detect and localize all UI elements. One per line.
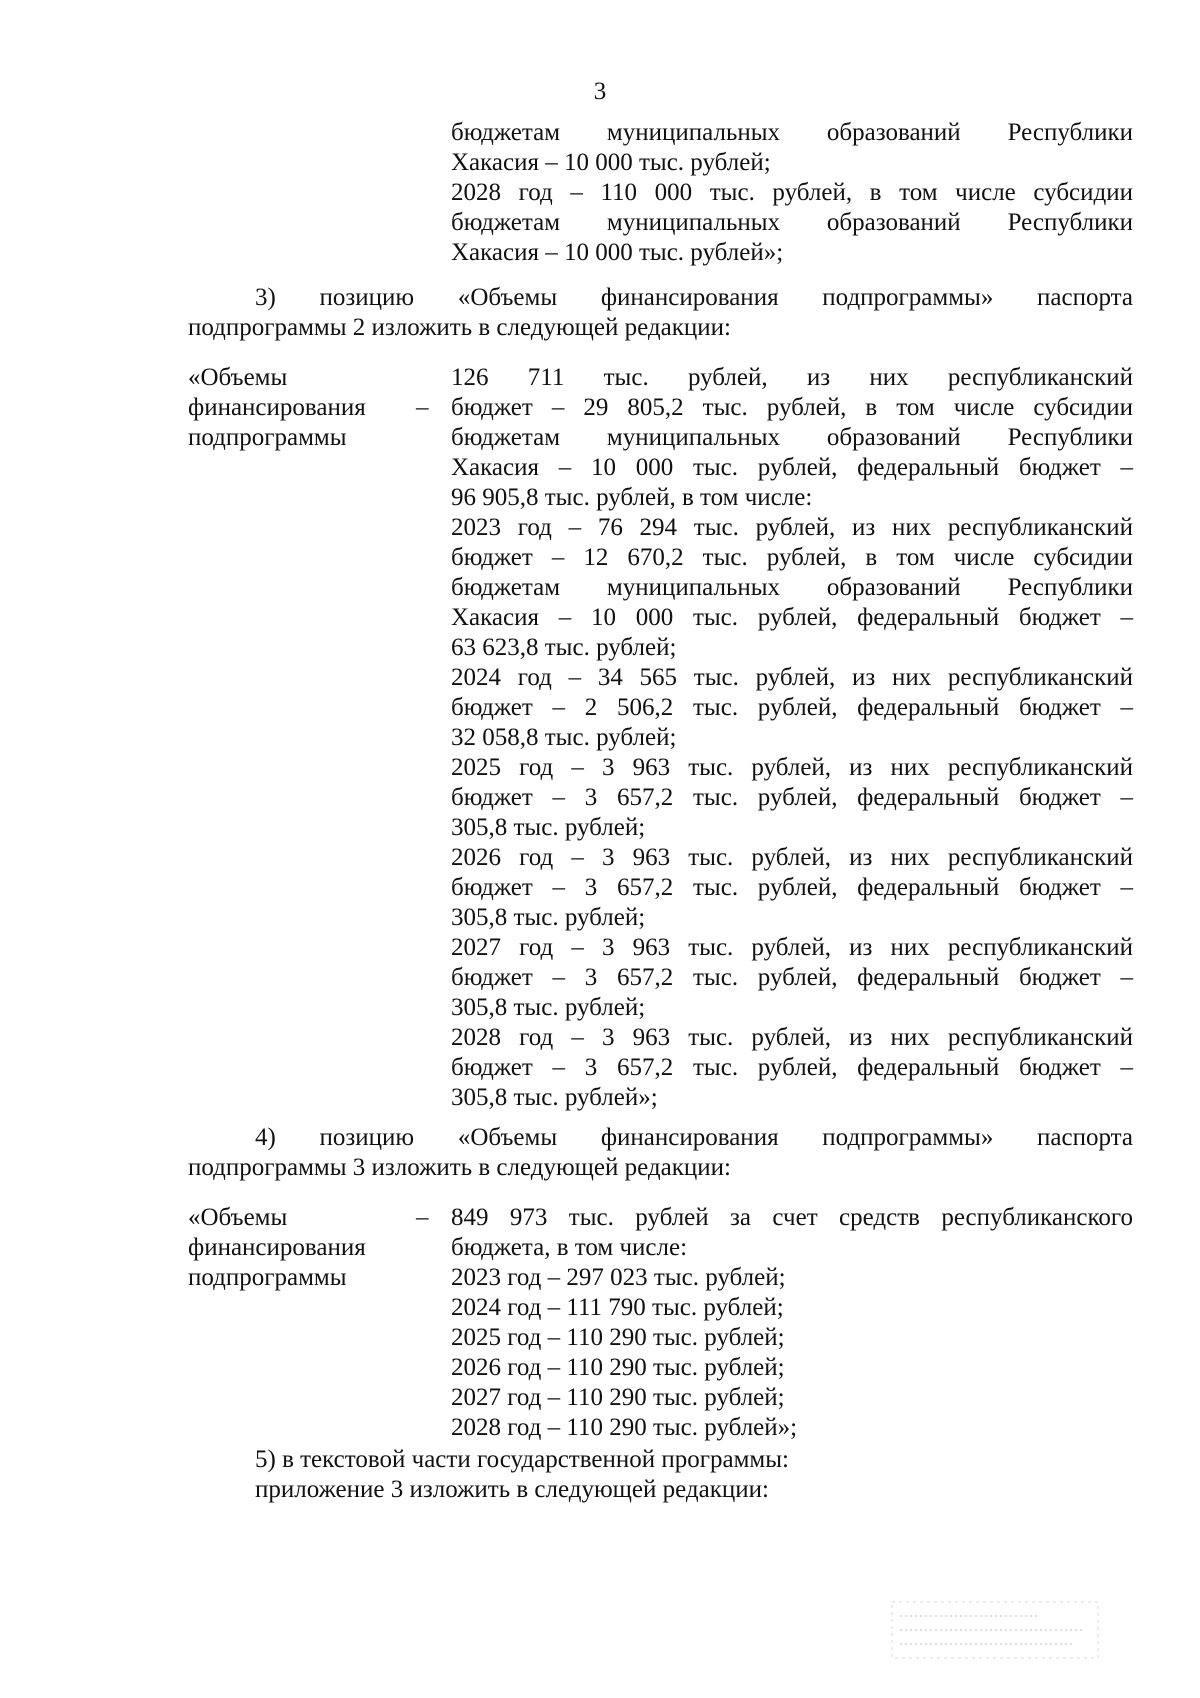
financing-line: 2028 год – 110 290 тыс. рублей»; [451, 1414, 798, 1441]
financing-line: 2028 год – 3 963 тыс. рублей, из них республиканский [451, 1024, 1133, 1051]
continuation-line: бюджетам муниципальных образований Республики [451, 119, 1133, 146]
continuation-line: Хакасия – 10 000 тыс. рублей»; [451, 239, 784, 266]
item-3-second-line: подпрограммы 2 изложить в следующей редакции: [188, 314, 731, 341]
financing-line: 2027 год – 3 963 тыс. рублей, из них республиканский [451, 934, 1133, 961]
continuation-line: Хакасия – 10 000 тыс. рублей; [451, 149, 771, 176]
financing-line: 126 711 тыс. рублей, из них республиканский [451, 364, 1133, 391]
financing-line: бюджет – 3 657,2 тыс. рублей, федеральный бюджет – [451, 784, 1133, 811]
financing-line: 2025 год – 110 290 тыс. рублей; [451, 1324, 785, 1351]
financing-line: 849 973 тыс. рублей за счет средств республиканского [451, 1204, 1133, 1231]
stamp-graphic [890, 1600, 1100, 1660]
page-number: 3 [593, 78, 607, 105]
financing-line: бюджета, в том числе: [451, 1234, 688, 1261]
financing-line: 2023 год – 297 023 тыс. рублей; [451, 1264, 786, 1291]
financing-line: 2024 год – 111 790 тыс. рублей; [451, 1294, 784, 1321]
financing-line: 305,8 тыс. рублей; [451, 814, 646, 841]
item-4-second-line: подпрограммы 3 изложить в следующей редакции: [188, 1154, 731, 1181]
label-line: «Объемы [188, 364, 288, 391]
financing-line: 2026 год – 110 290 тыс. рублей; [451, 1354, 785, 1381]
financing-line: бюджетам муниципальных образований Республики [451, 574, 1133, 601]
financing-line: бюджет – 3 657,2 тыс. рублей, федеральный бюджет – [451, 964, 1133, 991]
financing-line: бюджетам муниципальных образований Республики [451, 424, 1133, 451]
financing-line: 305,8 тыс. рублей»; [451, 1084, 658, 1111]
financing-line: 2025 год – 3 963 тыс. рублей, из них республиканский [451, 754, 1133, 781]
financing-line: 2024 год – 34 565 тыс. рублей, из них республиканский [451, 664, 1133, 691]
financing-line: 32 058,8 тыс. рублей; [451, 724, 677, 751]
financing-line: бюджет – 29 805,2 тыс. рублей, в том числе субсидии [451, 394, 1133, 421]
financing-line: 305,8 тыс. рублей; [451, 994, 646, 1021]
financing-line: 305,8 тыс. рублей; [451, 904, 646, 931]
item-5-first-line: 5) в текстовой части государственной программы: [255, 1446, 789, 1473]
item-4-first-line: 4) позицию «Объемы финансирования подпрограммы» паспорта [255, 1124, 1133, 1151]
financing-line: Хакасия – 10 000 тыс. рублей, федеральный бюджет – [451, 604, 1133, 631]
financing-line: 2027 год – 110 290 тыс. рублей; [451, 1384, 785, 1411]
financing-line: 2026 год – 3 963 тыс. рублей, из них республиканский [451, 844, 1133, 871]
financing-line: бюджет – 3 657,2 тыс. рублей, федеральный бюджет – [451, 1054, 1133, 1081]
item-3-first-line: 3) позицию «Объемы финансирования подпрограммы» паспорта [255, 284, 1133, 311]
financing-line: 96 905,8 тыс. рублей, в том числе: [451, 484, 813, 511]
financing-line: 2023 год – 76 294 тыс. рублей, из них республиканский [451, 514, 1133, 541]
financing-line: 63 623,8 тыс. рублей; [451, 634, 677, 661]
continuation-line: бюджетам муниципальных образований Республики [451, 209, 1133, 236]
label-line: финансирования [188, 1234, 366, 1261]
financing-line: бюджет – 12 670,2 тыс. рублей, в том числе субсидии [451, 544, 1133, 571]
label-dash: – [416, 1204, 429, 1231]
label-line: подпрограммы [188, 424, 347, 451]
continuation-line: 2028 год – 110 000 тыс. рублей, в том числе субсидии [451, 179, 1133, 206]
label-line: «Объемы [188, 1204, 288, 1231]
faded-stamp [890, 1600, 1100, 1660]
label-line: подпрограммы [188, 1264, 347, 1291]
financing-line: бюджет – 3 657,2 тыс. рублей, федеральный бюджет – [451, 874, 1133, 901]
label-line: финансирования [188, 394, 366, 421]
financing-line: бюджет – 2 506,2 тыс. рублей, федеральный бюджет – [451, 694, 1133, 721]
item-5-second-line: приложение 3 изложить в следующей редакции: [255, 1476, 769, 1503]
financing-line: Хакасия – 10 000 тыс. рублей, федеральный бюджет – [451, 454, 1133, 481]
label-dash: – [416, 394, 429, 421]
